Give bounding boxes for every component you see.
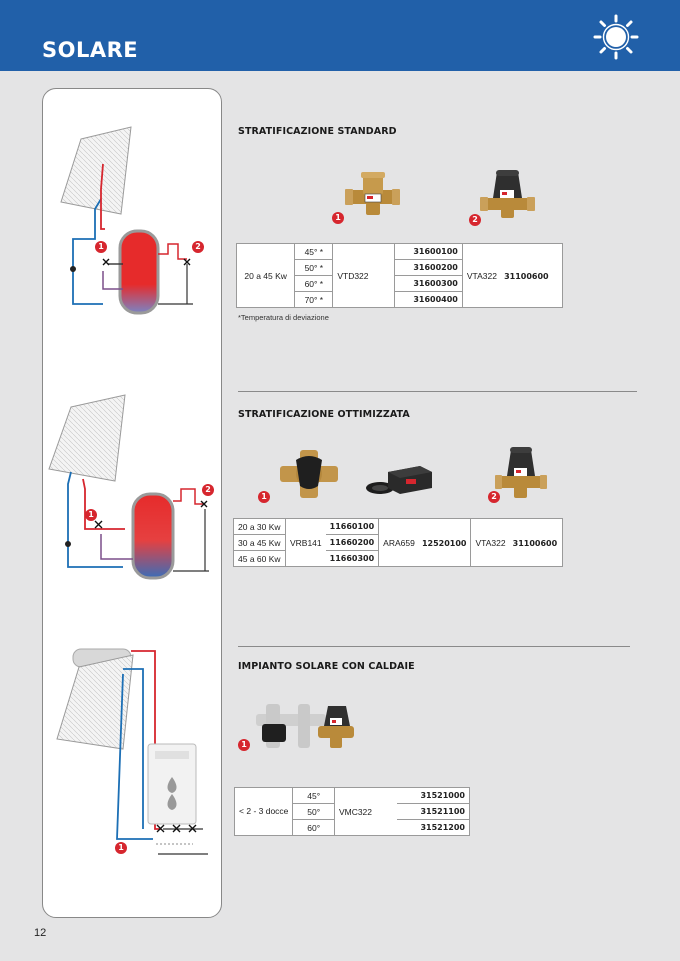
diagram-standard [61, 127, 193, 313]
diagram-badge: 1 [95, 241, 107, 253]
diagram-optimized [49, 395, 209, 578]
section-divider [238, 646, 630, 647]
alt-code: 31100600 [512, 538, 558, 548]
code-cell: 31521000 [397, 788, 470, 804]
valve-vtd322-image [345, 170, 400, 218]
diagram-badge: 1 [85, 509, 97, 521]
standard-spec-table [236, 243, 563, 308]
temp-cell: 45° [293, 788, 334, 804]
product-badge: 2 [469, 214, 481, 226]
valve-vrb141-image [278, 450, 340, 498]
code-cell: 11660100 [326, 519, 379, 535]
footnote: *Temperatura di deviazione [238, 313, 329, 322]
actuator-cell [379, 519, 471, 567]
section-title-boiler: IMPIANTO SOLARE CON CALDAIE [238, 661, 415, 672]
diagram-panel [42, 88, 222, 918]
valve-vmc322-image [252, 700, 358, 752]
page-number: 12 [34, 927, 47, 939]
showers-cell: < 2 - 3 docce [235, 788, 293, 836]
temp-cell: 50° [293, 804, 334, 820]
diagram-boiler [57, 649, 208, 854]
section-title-optimized: STRATIFICAZIONE OTTIMIZZATA [238, 409, 410, 420]
section-title-standard: STRATIFICAZIONE STANDARD [238, 126, 397, 137]
temp-cell: 60° * [295, 276, 333, 292]
actuator-code: 12520100 [421, 538, 467, 548]
code-cell: 11660300 [326, 551, 379, 567]
code-cell: 31521200 [397, 820, 470, 836]
alt-cell [471, 519, 563, 567]
diagram-badge: 2 [202, 484, 214, 496]
product-badge: 2 [488, 491, 500, 503]
optimized-spec-table [233, 518, 563, 567]
temp-cell: 50° * [295, 260, 333, 276]
page-title: SOLARE [42, 38, 139, 62]
model-cell: VRB141 [285, 519, 325, 567]
model-cell: VTD322 [333, 244, 395, 308]
sun-icon [593, 14, 639, 60]
code-cell: 11660200 [326, 535, 379, 551]
code-cell: 31521100 [397, 804, 470, 820]
temp-cell: 70° * [295, 292, 333, 308]
diagram-badge: 2 [192, 241, 204, 253]
code-cell: 31600400 [395, 292, 463, 308]
alt-model: VTA322 [475, 537, 506, 548]
power-cell: 20 a 30 Kw [234, 519, 286, 535]
code-cell: 31600200 [395, 260, 463, 276]
power-cell: 20 a 45 Kw [237, 244, 295, 308]
actuator-model: ARA659 [383, 537, 415, 548]
temp-cell: 60° [293, 820, 334, 836]
product-badge: 1 [332, 212, 344, 224]
temp-cell: 45° * [295, 244, 333, 260]
product-badge: 1 [238, 739, 250, 751]
section-divider [238, 391, 637, 392]
diagram-badge: 1 [115, 842, 127, 854]
code-cell: 31600300 [395, 276, 463, 292]
boiler-spec-table [234, 787, 470, 836]
valve-vta322-image [495, 444, 547, 502]
power-cell: 30 a 45 Kw [234, 535, 286, 551]
product-badge: 1 [258, 491, 270, 503]
page-header [0, 0, 680, 71]
valve-vta322-image [480, 168, 535, 220]
model-cell: VMC322 [334, 788, 396, 836]
alt-model: VTA322 [466, 270, 497, 281]
alt-cell [462, 244, 562, 308]
code-cell: 31600100 [395, 244, 463, 260]
alt-code: 31100600 [504, 271, 549, 281]
system-diagrams [43, 89, 221, 917]
actuator-ara659-image [362, 462, 434, 498]
power-cell: 45 a 60 Kw [234, 551, 286, 567]
